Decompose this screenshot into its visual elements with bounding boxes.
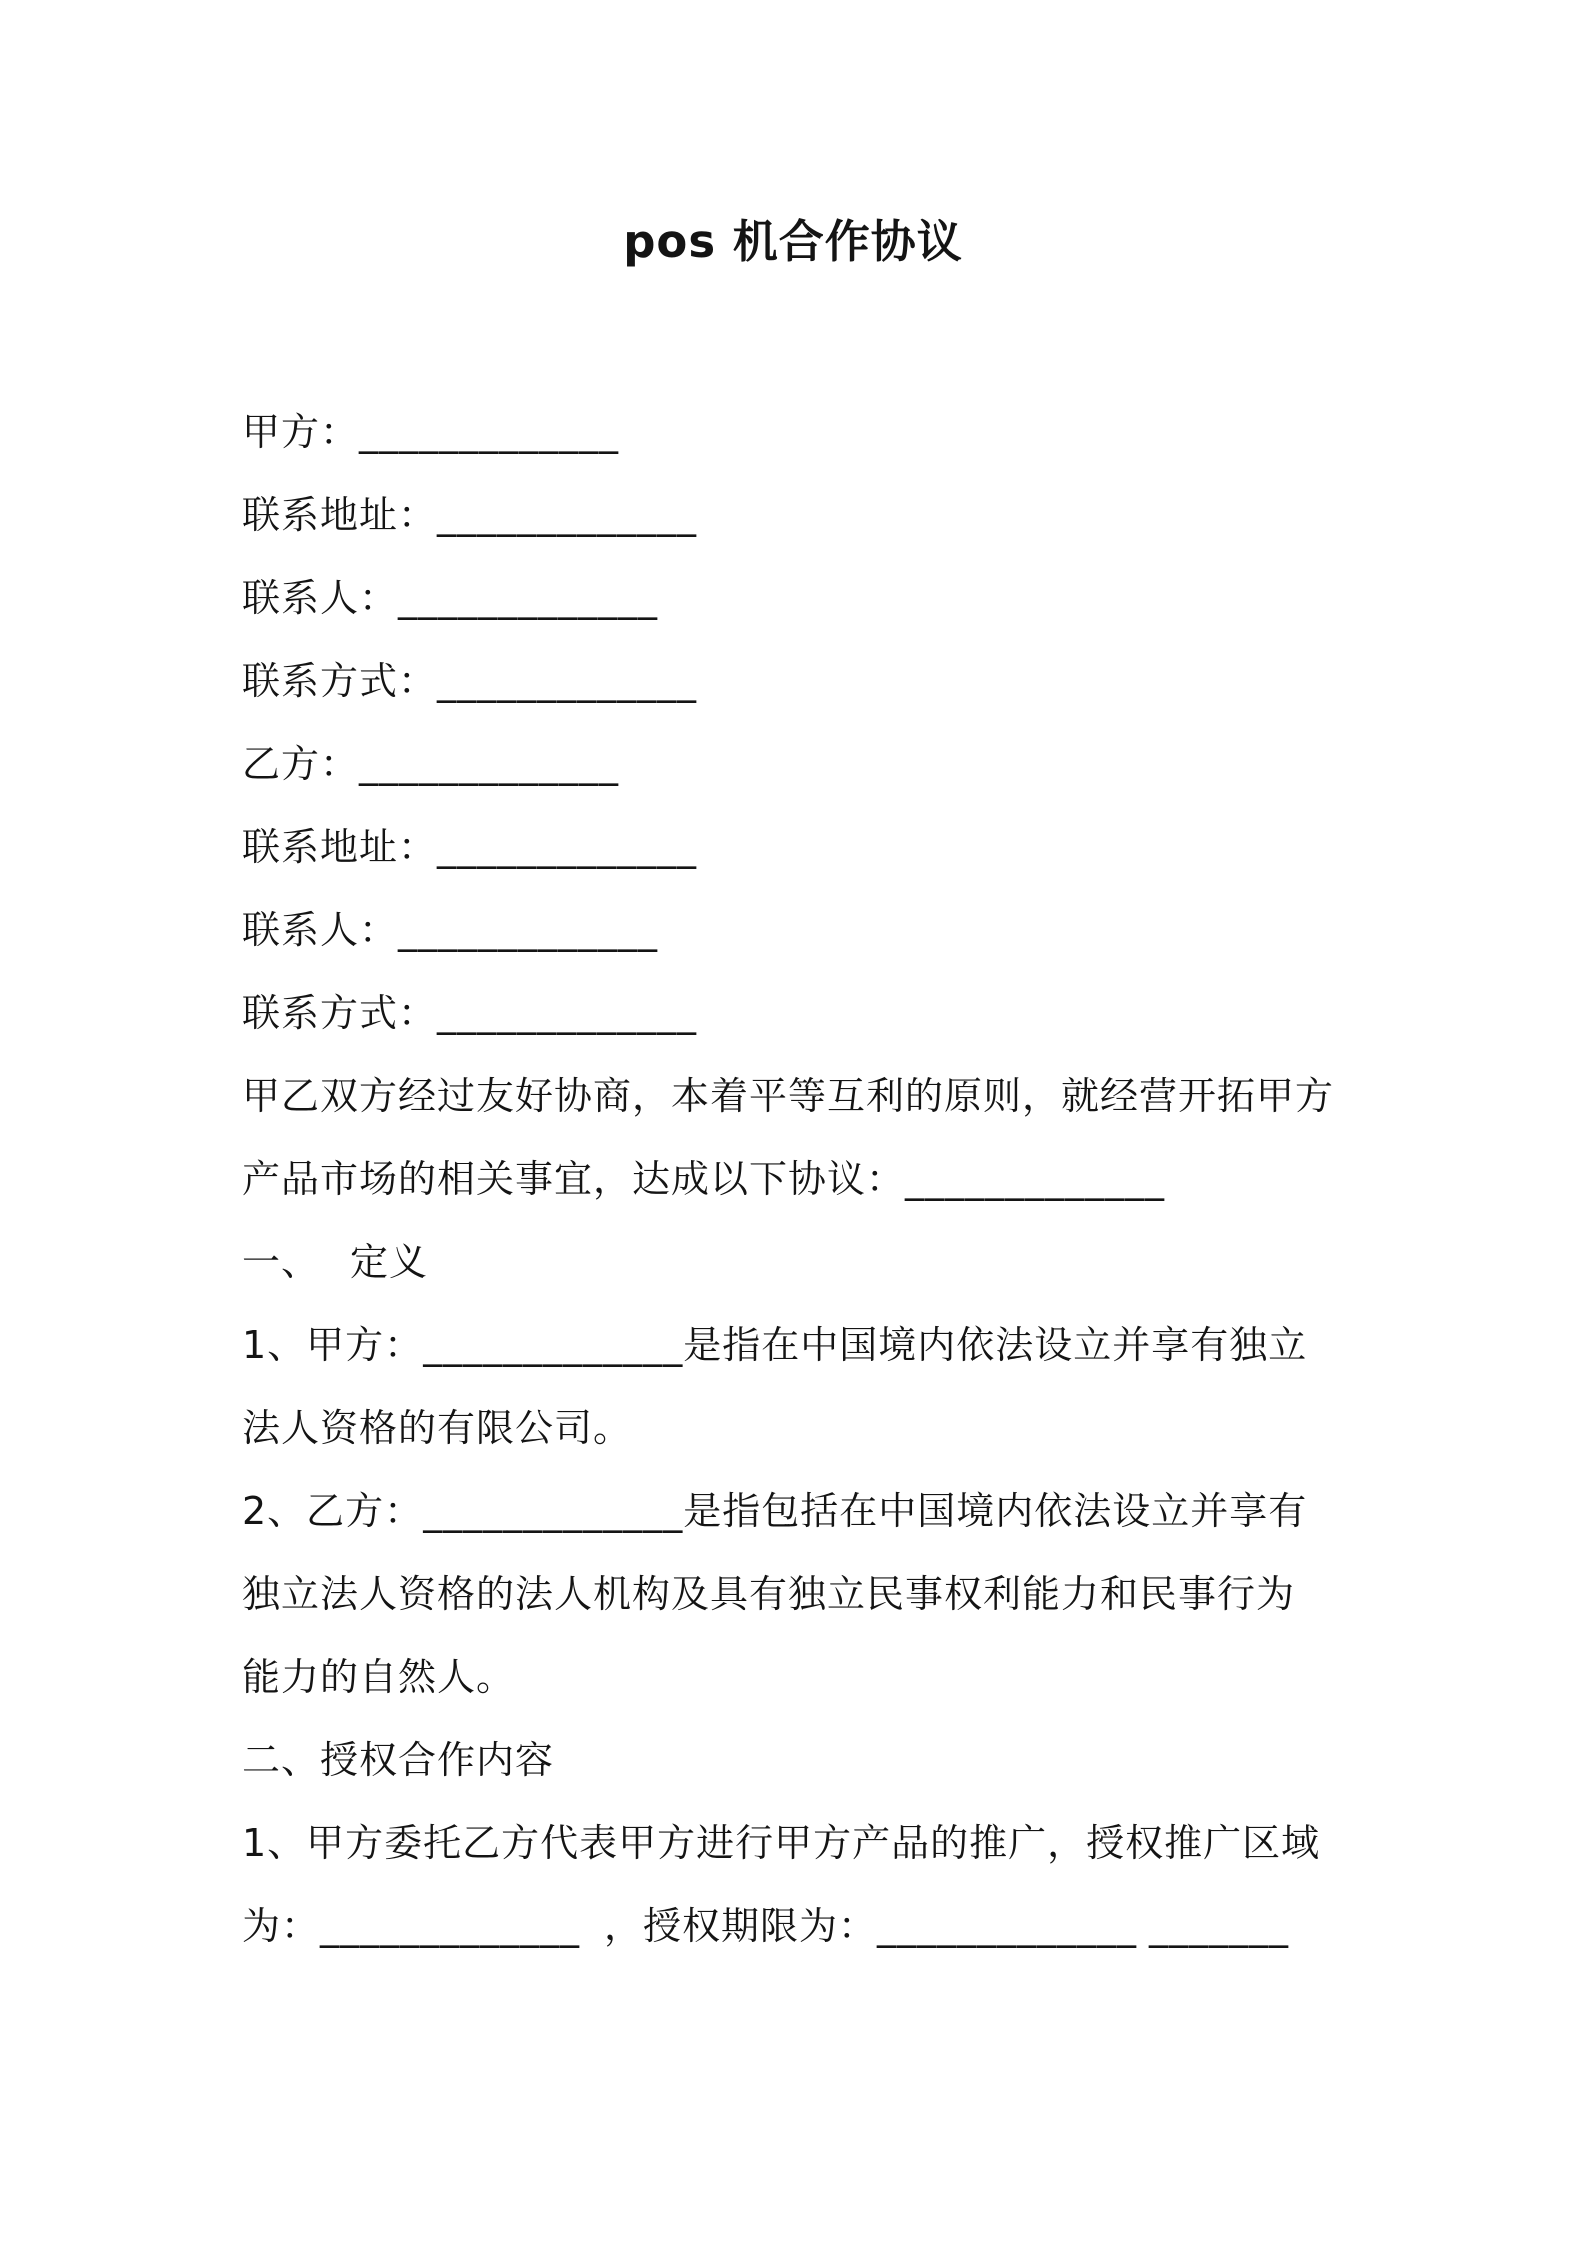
definition-1-prefix: 1、甲方：: [242, 1323, 424, 1367]
authorization-term-blank-extra[interactable]: _______: [1149, 1904, 1290, 1948]
party-a-label: 甲方：: [242, 410, 360, 454]
authorization-region-label: 为：: [242, 1904, 321, 1948]
section-1-number: 一、: [242, 1240, 321, 1284]
party-a-phone-label: 联系方式：: [242, 659, 438, 703]
section-1-title: 定义: [350, 1240, 429, 1284]
authorization-line-1: 1、甲方委托乙方代表甲方进行甲方产品的推广，授权推广区域: [242, 1821, 1321, 1865]
party-a-contact-line: [242, 573, 1362, 623]
intro-line-2-text: 产品市场的相关事宜，达成以下协议：: [242, 1157, 906, 1201]
definition-1-line-1: [242, 1320, 1362, 1370]
intro-blank[interactable]: _____________: [905, 1157, 1166, 1201]
definition-2-line-2: 独立法人资格的法人机构及具有独立民事权利能力和民事行为: [242, 1572, 1296, 1616]
party-a-line: [242, 407, 1362, 457]
party-a-blank[interactable]: _____________: [359, 410, 620, 454]
party-a-contact-blank[interactable]: _____________: [398, 576, 659, 620]
definition-2-line-3: 能力的自然人。: [242, 1655, 516, 1699]
authorization-line-2: [242, 1901, 1362, 1951]
definition-2-line-1: [242, 1486, 1362, 1536]
party-b-phone-blank[interactable]: _____________: [437, 991, 698, 1035]
definition-2-blank[interactable]: _____________: [423, 1489, 684, 1533]
definition-1-line-2: 法人资格的有限公司。: [242, 1406, 633, 1450]
section-1-heading: [242, 1237, 1362, 1287]
intro-line-2: [242, 1154, 1362, 1204]
party-a-address-blank[interactable]: _____________: [437, 493, 698, 537]
party-a-contact-label: 联系人：: [242, 576, 399, 620]
party-b-contact-blank[interactable]: _____________: [398, 908, 659, 952]
definition-2-prefix: 2、乙方：: [242, 1489, 424, 1533]
document-title: pos 机合作协议: [623, 215, 963, 268]
definition-1-suffix: 是指在中国境内依法设立并享有独立: [683, 1323, 1308, 1367]
party-b-address-label: 联系地址：: [242, 825, 438, 869]
party-a-phone-blank[interactable]: _____________: [437, 659, 698, 703]
party-b-address-line: [242, 822, 1362, 872]
intro-line-1: 甲乙双方经过友好协商，本着平等互利的原则，就经营开拓甲方: [242, 1074, 1335, 1118]
party-b-phone-line: [242, 988, 1362, 1038]
party-b-contact-label: 联系人：: [242, 908, 399, 952]
party-b-contact-line: [242, 905, 1362, 955]
party-b-label: 乙方：: [242, 742, 360, 786]
authorization-term-label: ，授权期限为：: [604, 1904, 878, 1948]
authorization-term-blank[interactable]: _____________: [877, 1904, 1138, 1948]
definition-1-blank[interactable]: _____________: [423, 1323, 684, 1367]
party-a-address-line: [242, 490, 1362, 540]
party-b-phone-label: 联系方式：: [242, 991, 438, 1035]
party-a-phone-line: [242, 656, 1362, 706]
party-a-address-label: 联系地址：: [242, 493, 438, 537]
authorization-region-blank[interactable]: _____________: [320, 1904, 581, 1948]
section-2-heading: 二、授权合作内容: [242, 1738, 555, 1782]
party-b-address-blank[interactable]: _____________: [437, 825, 698, 869]
party-b-line: [242, 739, 1362, 789]
party-b-blank[interactable]: _____________: [359, 742, 620, 786]
definition-2-suffix: 是指包括在中国境内依法设立并享有: [683, 1489, 1308, 1533]
